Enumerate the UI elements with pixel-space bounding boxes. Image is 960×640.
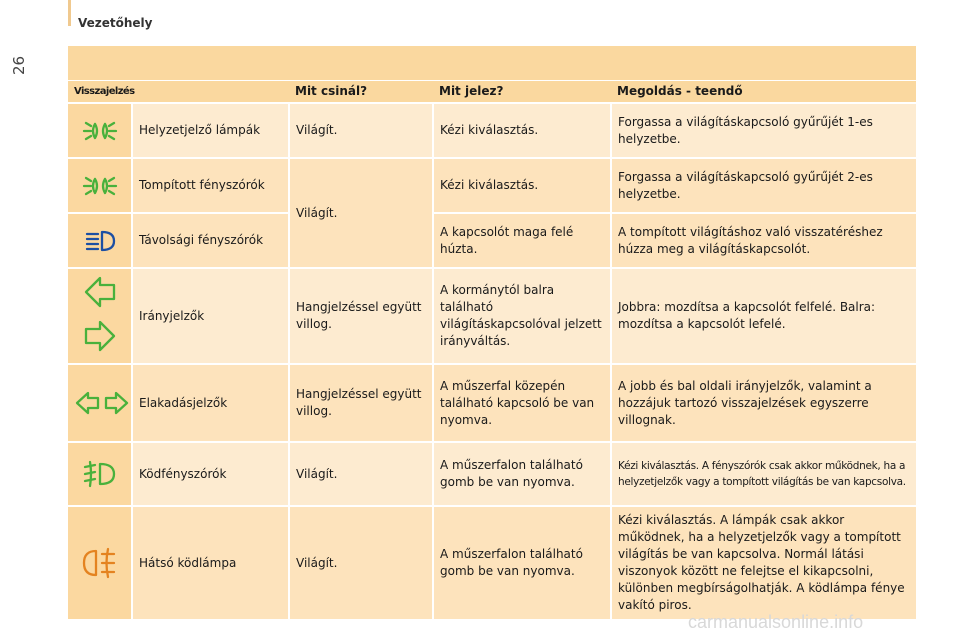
header-does: Mit csinál? [289, 81, 433, 103]
row-name: Tompított fényszórók [132, 158, 289, 213]
rear-fog-icon [80, 546, 120, 580]
row-name: Hátsó ködlámpa [132, 506, 289, 620]
dipped-beam-icon [80, 173, 120, 199]
row-solution: Kézi kiválasztás. A lámpák csak akkor működnek, ha a helyzetjelzők vagy a tompított világítás be van kapcsolva. Normál látási viszonyok között ne felejtse el kikapcsolni, különben megbírságolhatják. A ködlámpa fénye vakító piros. [611, 506, 916, 620]
section-accent-bar [68, 0, 71, 26]
table-row [68, 506, 916, 620]
row-indicates: A kormánytól balra található világításkapcsolóval jelzett irányváltás. [433, 268, 611, 364]
row-solution: Kézi kiválasztás. A fényszórók csak akkor működnek, ha a helyzetjelzők vagy a tompított világítás be van kapcsolva. [611, 442, 916, 506]
row-name: Távolsági fényszórók [132, 213, 289, 268]
row-indicates: Kézi kiválasztás. [433, 103, 611, 158]
watermark: carmanualsonline.info [688, 612, 864, 632]
row-indicates: A műszerfal közepén található kapcsoló be van nyomva. [433, 364, 611, 442]
warning-lamps-table [68, 81, 916, 621]
row-does: Világít. [289, 442, 433, 506]
row-solution: Forgassa a világításkapcsoló gyűrűjét 2-es helyzetbe. [611, 158, 916, 213]
row-indicates: A műszerfalon található gomb be van nyomva. [433, 506, 611, 620]
row-solution: A jobb és bal oldali irányjelzők, valamint a hozzájuk tartozó visszajelzések egyszerre villognak. [611, 364, 916, 442]
row-name: Helyzetjelző lámpák [132, 103, 289, 158]
row-does: Világít. [289, 103, 433, 158]
row-indicates: Kézi kiválasztás. [433, 158, 611, 213]
table-header-row [68, 81, 916, 103]
row-solution: A tompított világításhoz való visszatéréshez húzza meg a világításkapcsolót. [611, 213, 916, 268]
table-row [68, 213, 916, 268]
row-solution: Jobbra: mozdítsa a kapcsolót felfelé. Balra: mozdítsa a kapcsolót lefelé. [611, 268, 916, 364]
header-name [132, 81, 289, 103]
row-indicates: A műszerfalon található gomb be van nyomva. [433, 442, 611, 506]
section-title: Vezetőhely [78, 16, 153, 30]
main-beam-icon [83, 228, 117, 254]
row-name: Ködfényszórók [132, 442, 289, 506]
header-signal: Visszajelzés [68, 81, 132, 103]
row-does: Hangjelzéssel együtt villog. [289, 364, 433, 442]
turn-signal-icon [80, 274, 120, 358]
row-does: Világít. [289, 506, 433, 620]
row-solution: Forgassa a világításkapcsoló gyűrűjét 1-es helyzetbe. [611, 103, 916, 158]
row-indicates: A kapcsolót maga felé húzta. [433, 213, 611, 268]
hazard-icon [74, 390, 130, 416]
table-row [68, 268, 916, 364]
row-name: Irányjelzők [132, 268, 289, 364]
header-solution: Megoldás - teendő [611, 81, 916, 103]
table-row [68, 158, 916, 213]
sidelight-icon [80, 118, 120, 144]
header-indicates: Mit jelez? [433, 81, 611, 103]
table-top-band [68, 46, 916, 80]
table-row [68, 442, 916, 506]
page-number: 26 [10, 55, 28, 75]
front-fog-icon [82, 460, 118, 488]
row-does: Világít. [289, 158, 433, 268]
row-name: Elakadásjelzők [132, 364, 289, 442]
row-does: Hangjelzéssel együtt villog. [289, 268, 433, 364]
table-row [68, 364, 916, 442]
table-row [68, 103, 916, 158]
